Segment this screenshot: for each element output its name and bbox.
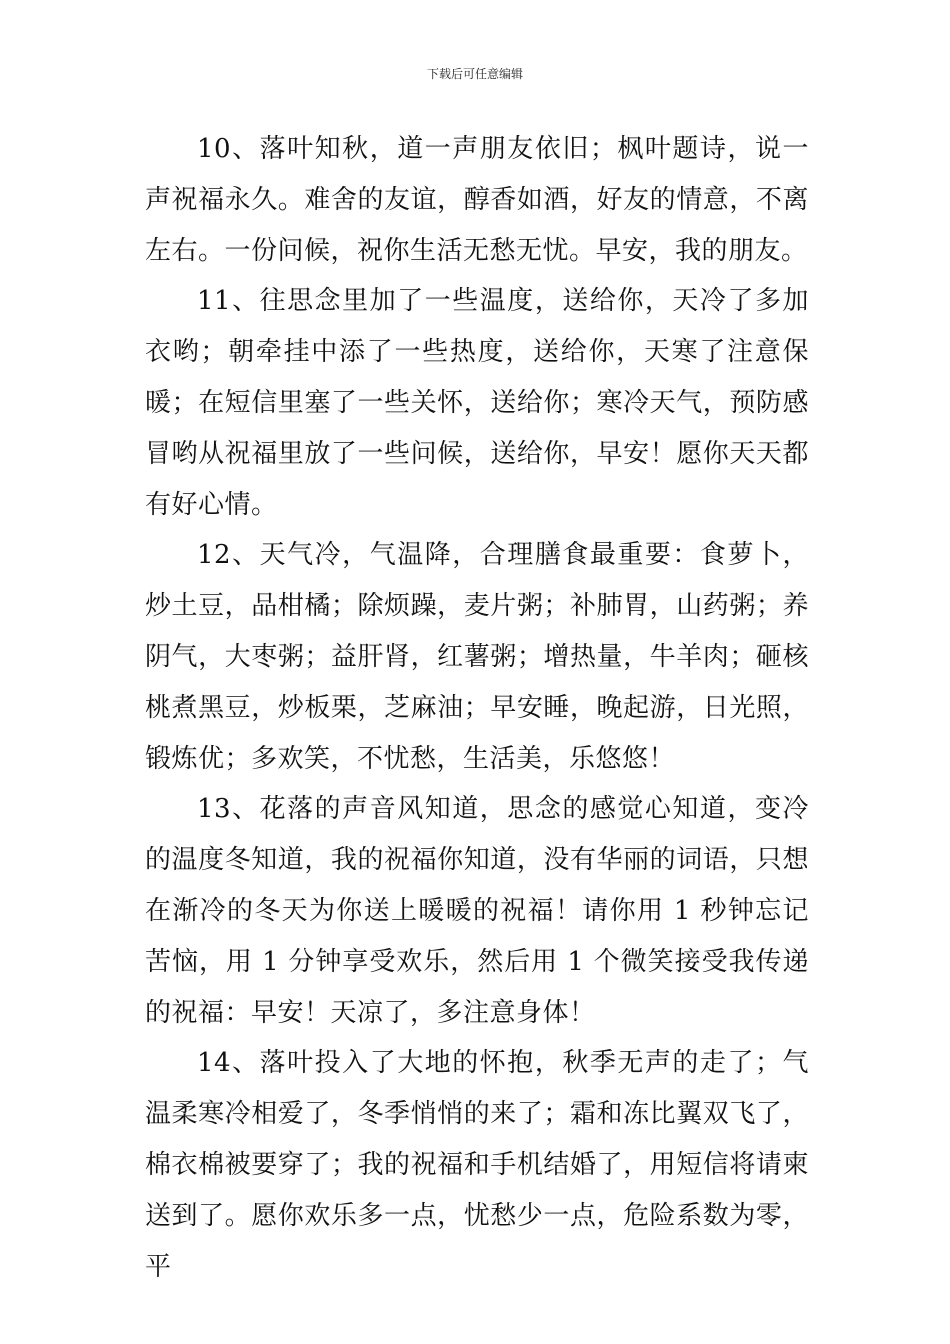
document-body [145,124,809,1292]
paragraph-11: 11、往思念里加了一些温度，送给你，天冷了多加衣哟；朝牵挂中添了一些热度，送给你，天寒了注意保暖；在短信里塞了一些关怀，送给你；寒冷天气，预防感冒哟从祝福里放了一些问候，送给你，早安！愿你天天都有好心情。 [145,286,809,520]
paragraph-14: 14、落叶投入了大地的怀抱，秋季无声的走了；气温柔寒冷相爱了，冬季悄悄的来了；霜和冻比翼双飞了，棉衣棉被要穿了；我的祝福和手机结婚了，用短信将请柬送到了。愿你欢乐多一点，忧愁少一点，危险系数为零，平 [145,1048,809,1282]
page-header-note: 下载后可任意编辑 [426,67,523,81]
paragraph-12: 12、天气冷，气温降，合理膳食最重要：食萝卜，炒土豆，品柑橘；除烦躁，麦片粥；补肺胃，山药粥；养阴气，大枣粥；益肝肾，红薯粥；增热量，牛羊肉；砸核桃煮黑豆，炒板栗，芝麻油；早安睡，晚起游，日光照，锻炼优；多欢笑，不忧愁，生活美，乐悠悠！ [145,540,809,774]
paragraph-10: 10、落叶知秋，道一声朋友依旧；枫叶题诗，说一声祝福永久。难舍的友谊，醇香如酒，好友的情意，不离左右。一份问候，祝你生活无愁无忧。早安，我的朋友。 [145,134,809,266]
paragraph-13: 13、花落的声音风知道，思念的感觉心知道，变冷的温度冬知道，我的祝福你知道，没有华丽的词语，只想在渐冷的冬天为你送上暖暖的祝福！请你用 1 秒钟忘记苦恼，用 1 分钟享受欢乐，然后用 1 个微笑接受我传递的祝福：早安！天凉了，多注意身体！ [145,794,809,1028]
